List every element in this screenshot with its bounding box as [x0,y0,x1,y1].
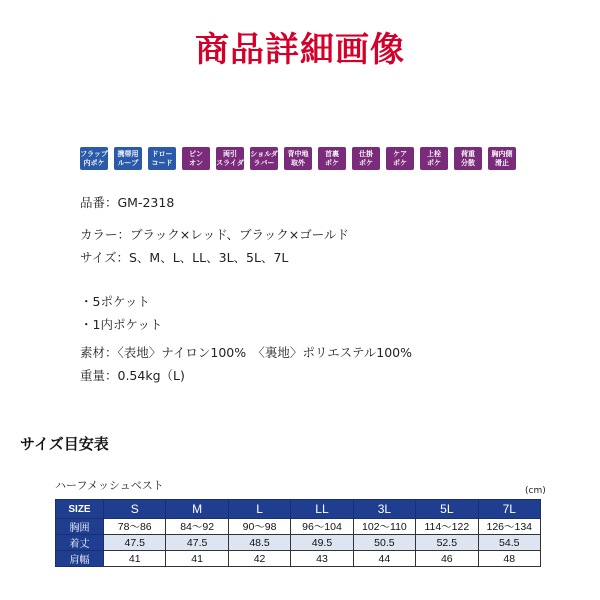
feature-icon-label: ループ [117,158,139,167]
feature-icon-label: スライダ [216,158,244,167]
product-code: 品番：GM-2318 [80,195,175,210]
table-cell: 46 [416,551,478,567]
feature-icon-label: ラバー [253,158,275,167]
phone-loop-icon [114,147,142,170]
top-closure-pocket-icon [420,147,448,170]
feature-icon-label: ポケ [325,158,339,167]
table-cell: 41 [104,551,166,567]
table-cell: 49.5 [291,535,353,551]
feature-icon-label: 滑止 [495,158,509,167]
feature-icon-label: 仕掛 [359,149,373,158]
table-cell: 48 [478,551,540,567]
table-cell: 90〜98 [228,519,290,535]
feature-icon-label: 背中地 [287,149,309,158]
inner-pocket-count: ・1内ポケット [80,317,163,332]
feature-icon-label: フラップ [80,149,108,158]
size-column-7l: 7L [478,500,540,519]
feature-icon-label: ポケ [393,158,407,167]
feature-icon-label: 上栓 [427,149,441,158]
care-pocket-icon [386,147,414,170]
table-cell: 44 [353,551,415,567]
feature-icon-label: 荷重 [461,149,475,158]
table-cell: 50.5 [353,535,415,551]
table-cell: 126〜134 [478,519,540,535]
feature-icon-label: 首裏 [325,149,339,158]
shoulder-rubber-icon [250,147,278,170]
table-row-chest [56,519,541,535]
pocket-count: ・5ポケット [80,294,150,309]
row-label-shoulder: 肩幅 [56,551,104,567]
load-distribution-icon [454,147,482,170]
unit-note: (cm) [525,486,546,496]
size-column-ll: LL [291,500,353,519]
feature-icon-label: ドロー [151,149,173,158]
table-row-length [56,535,541,551]
tackle-pocket-icon [352,147,380,170]
draw-cord-icon [148,147,176,170]
table-cell: 54.5 [478,535,540,551]
feature-icon-label: ショルダ [250,149,278,158]
feature-icon-label: コード [151,158,173,167]
feature-icon-label: 携帯用 [117,149,139,158]
feature-icon-label: ピン [189,149,203,158]
size-corner-label: SIZE [56,500,104,519]
table-cell: 78〜86 [104,519,166,535]
row-label-length: 着丈 [56,535,104,551]
size-column-5l: 5L [416,500,478,519]
size-column-l: L [228,500,290,519]
row-label-chest: 胸囲 [56,519,104,535]
anti-slip-icon [488,147,516,170]
table-cell: 52.5 [416,535,478,551]
table-cell: 114〜122 [416,519,478,535]
detachable-back-icon [284,147,312,170]
neck-pocket-icon [318,147,346,170]
feature-icon-label: 胸内側 [491,149,513,158]
weight: 重量：0.54kg（L) [80,368,185,383]
table-cell: 47.5 [104,535,166,551]
size-table [55,499,541,567]
feature-icon-label: オン [189,158,203,167]
page-title: 商品詳細画像 [195,30,405,70]
double-slider-icon [216,147,244,170]
table-cell: 102〜110 [353,519,415,535]
feature-icon-label: 分散 [461,158,475,167]
table-cell: 42 [228,551,290,567]
feature-icon-label: 取外 [291,158,305,167]
flap-inner-pocket-icon [80,147,108,170]
table-cell: 43 [291,551,353,567]
size-table-header-row [56,500,541,519]
pin-on-icon [182,147,210,170]
feature-icon-row [80,147,516,170]
size-column-m: M [166,500,228,519]
table-cell: 84〜92 [166,519,228,535]
table-row-shoulder [56,551,541,567]
size-column-s: S [104,500,166,519]
table-cell: 47.5 [166,535,228,551]
feature-icon-label: ポケ [427,158,441,167]
size-column-3l: 3L [353,500,415,519]
size-table-caption: ハーフメッシュベスト [55,479,164,492]
table-cell: 48.5 [228,535,290,551]
size-guide-heading: サイズ目安表 [20,435,109,453]
size-options: サイズ：S、M、L、LL、3L、5L、7L [80,250,289,265]
feature-icon-label: ポケ [359,158,373,167]
color-options: カラー：ブラック×レッド、ブラック×ゴールド [80,227,349,242]
table-cell: 41 [166,551,228,567]
feature-icon-label: 内ポケ [83,158,105,167]
feature-icon-label: ケア [393,149,407,158]
table-cell: 96〜104 [291,519,353,535]
material: 素材：〈表地〉ナイロン100% 〈裏地〉ポリエステル100% [80,345,412,360]
feature-icon-label: 両引 [223,149,237,158]
